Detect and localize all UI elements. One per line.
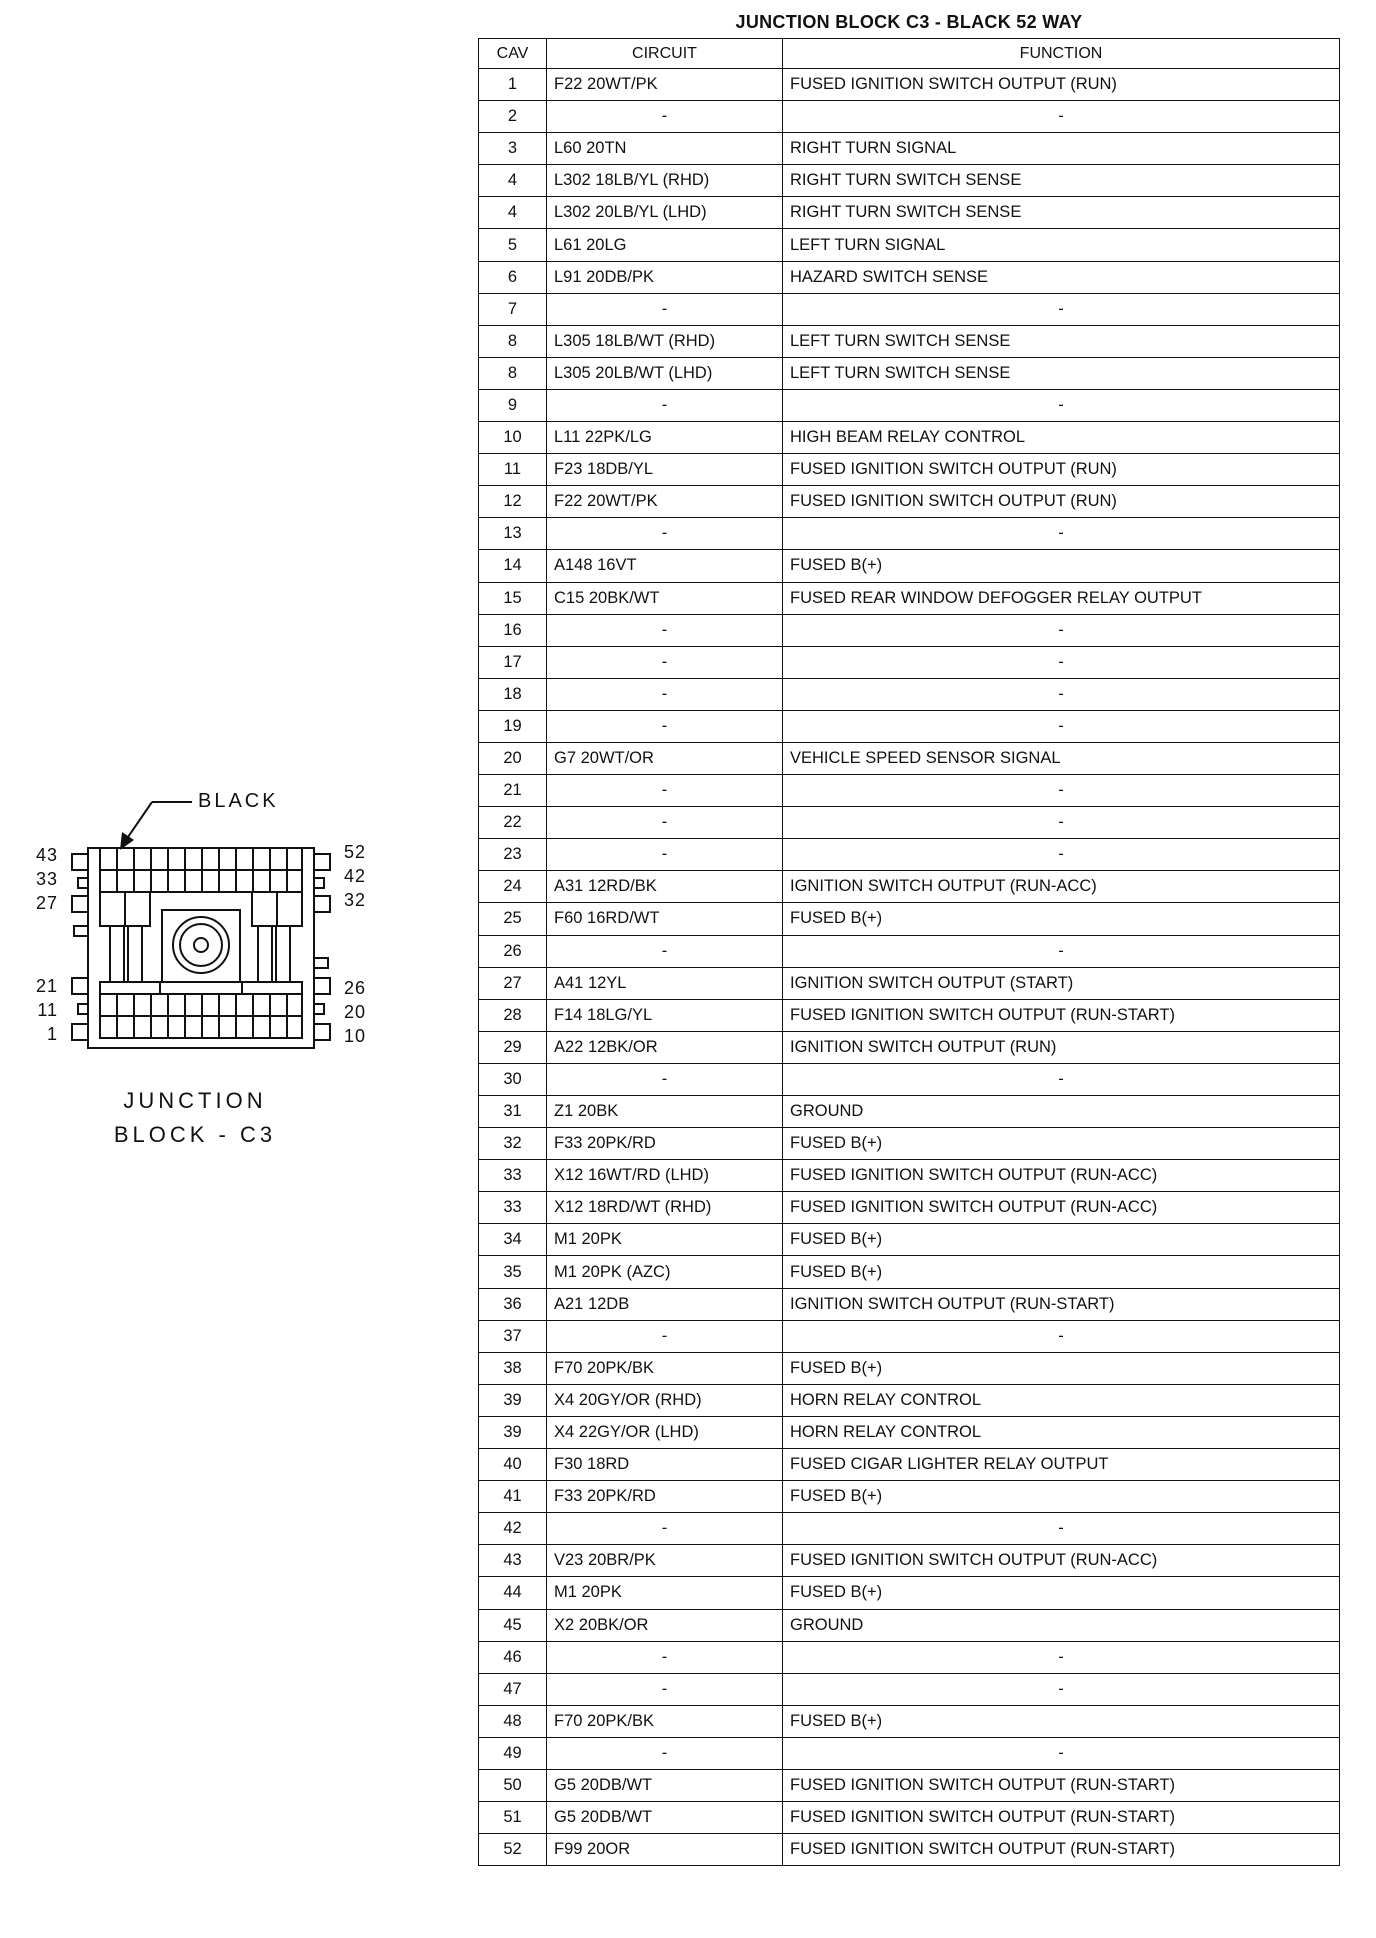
function-cell: IGNITION SWITCH OUTPUT (RUN) [783, 1031, 1340, 1063]
table-row [479, 293, 1340, 325]
cav-cell: 4 [479, 165, 547, 197]
table-row [479, 1545, 1340, 1577]
cav-cell: 26 [479, 935, 547, 967]
function-cell: IGNITION SWITCH OUTPUT (RUN-START) [783, 1288, 1340, 1320]
circuit-cell: F14 18LG/YL [547, 999, 783, 1031]
cav-cell: 30 [479, 1063, 547, 1095]
cav-cell: 20 [479, 742, 547, 774]
table-row [479, 1063, 1340, 1095]
cav-cell: 34 [479, 1224, 547, 1256]
cav-cell: 48 [479, 1705, 547, 1737]
table-row [479, 69, 1340, 101]
cav-cell: 36 [479, 1288, 547, 1320]
cav-cell: 14 [479, 550, 547, 582]
function-cell: VEHICLE SPEED SENSOR SIGNAL [783, 742, 1340, 774]
circuit-cell: V23 20BR/PK [547, 1545, 783, 1577]
right-side-tabs [314, 854, 330, 1040]
function-cell: HAZARD SWITCH SENSE [783, 261, 1340, 293]
circuit-cell: F30 18RD [547, 1449, 783, 1481]
table-row [479, 742, 1340, 774]
circuit-cell: - [547, 1063, 783, 1095]
circuit-cell: C15 20BK/WT [547, 582, 783, 614]
function-cell: FUSED IGNITION SWITCH OUTPUT (RUN-START) [783, 1834, 1340, 1866]
circuit-cell: L61 20LG [547, 229, 783, 261]
table-row [479, 1705, 1340, 1737]
cav-cell: 15 [479, 582, 547, 614]
table-row [479, 1449, 1340, 1481]
table-row [479, 1737, 1340, 1769]
pin-label-left-6: 1 [46, 1024, 58, 1044]
circuit-cell: - [547, 775, 783, 807]
pin-label-left-3: 27 [35, 893, 58, 913]
circuit-cell: L305 20LB/WT (LHD) [547, 357, 783, 389]
table-row [479, 197, 1340, 229]
cav-cell: 27 [479, 967, 547, 999]
cav-cell: 16 [479, 614, 547, 646]
table-row [479, 454, 1340, 486]
circuit-cell: - [547, 1737, 783, 1769]
table-row [479, 1288, 1340, 1320]
function-cell: - [783, 1513, 1340, 1545]
function-cell: HORN RELAY CONTROL [783, 1384, 1340, 1416]
pin-label-left-4: 21 [35, 976, 58, 996]
function-cell: LEFT TURN SWITCH SENSE [783, 325, 1340, 357]
function-cell: FUSED B(+) [783, 1224, 1340, 1256]
table-row [479, 1673, 1340, 1705]
cav-cell: 2 [479, 101, 547, 133]
center-stud-outer [173, 917, 229, 973]
cav-cell: 39 [479, 1416, 547, 1448]
cav-cell: 41 [479, 1481, 547, 1513]
cav-cell: 5 [479, 229, 547, 261]
table-row [479, 133, 1340, 165]
circuit-cell: F70 20PK/BK [547, 1352, 783, 1384]
table-body [479, 69, 1340, 1866]
circuit-cell: M1 20PK (AZC) [547, 1256, 783, 1288]
cav-cell: 13 [479, 518, 547, 550]
function-cell: RIGHT TURN SIGNAL [783, 133, 1340, 165]
pin-label-right-4: 26 [344, 978, 367, 998]
cav-cell: 51 [479, 1802, 547, 1834]
table-title: JUNCTION BLOCK C3 - BLACK 52 WAY [735, 12, 1083, 32]
circuit-cell: F23 18DB/YL [547, 454, 783, 486]
circuit-cell: - [547, 839, 783, 871]
function-cell: - [783, 839, 1340, 871]
function-cell: FUSED IGNITION SWITCH OUTPUT (RUN) [783, 69, 1340, 101]
cav-cell: 31 [479, 1096, 547, 1128]
function-cell: FUSED IGNITION SWITCH OUTPUT (RUN-START) [783, 999, 1340, 1031]
function-cell: FUSED IGNITION SWITCH OUTPUT (RUN-ACC) [783, 1192, 1340, 1224]
table-row [479, 1128, 1340, 1160]
cav-cell: 33 [479, 1192, 547, 1224]
pin-label-right-1: 52 [344, 842, 367, 862]
function-cell: FUSED IGNITION SWITCH OUTPUT (RUN-START) [783, 1769, 1340, 1801]
pin-label-left-1: 43 [35, 845, 58, 865]
table-row [479, 1320, 1340, 1352]
function-cell: IGNITION SWITCH OUTPUT (RUN-ACC) [783, 871, 1340, 903]
cav-cell: 21 [479, 775, 547, 807]
circuit-cell: - [547, 1641, 783, 1673]
function-cell: - [783, 935, 1340, 967]
pointer-arrow-line [126, 802, 152, 840]
cav-cell: 1 [479, 69, 547, 101]
circuit-cell: G5 20DB/WT [547, 1769, 783, 1801]
diagram-caption [100, 1084, 290, 1152]
cav-cell: 23 [479, 839, 547, 871]
cav-cell: 50 [479, 1769, 547, 1801]
cav-cell: 32 [479, 1128, 547, 1160]
table-row [479, 1834, 1340, 1866]
circuit-cell: F22 20WT/PK [547, 486, 783, 518]
function-cell: FUSED IGNITION SWITCH OUTPUT (RUN) [783, 454, 1340, 486]
cav-cell: 25 [479, 903, 547, 935]
table-row [479, 646, 1340, 678]
function-cell: - [783, 646, 1340, 678]
circuit-cell: - [547, 1320, 783, 1352]
function-cell: FUSED CIGAR LIGHTER RELAY OUTPUT [783, 1449, 1340, 1481]
table-row [479, 1641, 1340, 1673]
table-row [479, 839, 1340, 871]
table-row [479, 999, 1340, 1031]
table-row [479, 422, 1340, 454]
function-cell: FUSED IGNITION SWITCH OUTPUT (RUN-START) [783, 1802, 1340, 1834]
function-cell: FUSED B(+) [783, 1705, 1340, 1737]
circuit-cell: L305 18LB/WT (RHD) [547, 325, 783, 357]
table-row [479, 1031, 1340, 1063]
table-row [479, 1802, 1340, 1834]
table-row [479, 903, 1340, 935]
function-cell: FUSED B(+) [783, 1481, 1340, 1513]
circuit-cell: G7 20WT/OR [547, 742, 783, 774]
cav-cell: 35 [479, 1256, 547, 1288]
circuit-cell: - [547, 678, 783, 710]
circuit-cell: X12 16WT/RD (LHD) [547, 1160, 783, 1192]
cav-cell: 29 [479, 1031, 547, 1063]
circuit-cell: G5 20DB/WT [547, 1802, 783, 1834]
cav-cell: 38 [479, 1352, 547, 1384]
cav-cell: 37 [479, 1320, 547, 1352]
function-cell: FUSED B(+) [783, 1256, 1340, 1288]
table-row [479, 1096, 1340, 1128]
cav-cell: 44 [479, 1577, 547, 1609]
circuit-cell: X4 22GY/OR (LHD) [547, 1416, 783, 1448]
table-row [479, 486, 1340, 518]
circuit-cell: F99 20OR [547, 1834, 783, 1866]
function-cell: - [783, 518, 1340, 550]
table-row [479, 871, 1340, 903]
cav-cell: 43 [479, 1545, 547, 1577]
function-cell: - [783, 775, 1340, 807]
function-cell: FUSED REAR WINDOW DEFOGGER RELAY OUTPUT [783, 582, 1340, 614]
circuit-cell: F33 20PK/RD [547, 1128, 783, 1160]
circuit-cell: - [547, 1673, 783, 1705]
table-row [479, 518, 1340, 550]
function-cell: - [783, 1320, 1340, 1352]
cav-cell: 10 [479, 422, 547, 454]
function-cell: RIGHT TURN SWITCH SENSE [783, 197, 1340, 229]
circuit-cell: M1 20PK [547, 1224, 783, 1256]
function-cell: GROUND [783, 1096, 1340, 1128]
pin-label-right-3: 32 [344, 890, 367, 910]
cav-cell: 42 [479, 1513, 547, 1545]
function-cell: HORN RELAY CONTROL [783, 1416, 1340, 1448]
cav-cell: 47 [479, 1673, 547, 1705]
table-row [479, 678, 1340, 710]
circuit-cell: X12 18RD/WT (RHD) [547, 1192, 783, 1224]
circuit-cell: X2 20BK/OR [547, 1609, 783, 1641]
circuit-cell: A41 12YL [547, 967, 783, 999]
circuit-cell: F70 20PK/BK [547, 1705, 783, 1737]
pinout-table [478, 38, 1340, 1866]
circuit-cell: L302 20LB/YL (LHD) [547, 197, 783, 229]
circuit-cell: A31 12RD/BK [547, 871, 783, 903]
cav-cell: 18 [479, 678, 547, 710]
cav-cell: 11 [479, 454, 547, 486]
function-cell: - [783, 807, 1340, 839]
table-row [479, 1160, 1340, 1192]
table-row [479, 775, 1340, 807]
cav-cell: 49 [479, 1737, 547, 1769]
circuit-cell: F33 20PK/RD [547, 1481, 783, 1513]
circuit-cell: L11 22PK/LG [547, 422, 783, 454]
function-cell: FUSED B(+) [783, 903, 1340, 935]
table-row [479, 807, 1340, 839]
table-row [479, 1384, 1340, 1416]
circuit-cell: L91 20DB/PK [547, 261, 783, 293]
table-row [479, 710, 1340, 742]
cav-cell: 9 [479, 389, 547, 421]
table-row [479, 614, 1340, 646]
circuit-cell: - [547, 710, 783, 742]
caption-line-2: BLOCK - C3 [113, 1122, 277, 1147]
caption-line-1: JUNCTION [123, 1088, 267, 1113]
function-cell: HIGH BEAM RELAY CONTROL [783, 422, 1340, 454]
cav-cell: 46 [479, 1641, 547, 1673]
function-cell: FUSED B(+) [783, 550, 1340, 582]
cav-cell: 33 [479, 1160, 547, 1192]
table-row [479, 101, 1340, 133]
pin-label-right-5: 20 [344, 1002, 367, 1022]
table-row [479, 389, 1340, 421]
table-row [479, 1224, 1340, 1256]
circuit-cell: - [547, 614, 783, 646]
header-circuit: CIRCUIT [547, 39, 783, 69]
table-row [479, 1609, 1340, 1641]
pointer-label-black: BLACK [198, 790, 279, 812]
circuit-cell: - [547, 1513, 783, 1545]
table-header-row [479, 39, 1340, 69]
function-cell: GROUND [783, 1609, 1340, 1641]
function-cell: FUSED IGNITION SWITCH OUTPUT (RUN-ACC) [783, 1545, 1340, 1577]
function-cell: - [783, 614, 1340, 646]
table-row [479, 1192, 1340, 1224]
cav-cell: 3 [479, 133, 547, 165]
table-row [479, 325, 1340, 357]
circuit-cell: A148 16VT [547, 550, 783, 582]
table-row [479, 165, 1340, 197]
circuit-cell: - [547, 101, 783, 133]
circuit-cell: - [547, 646, 783, 678]
pin-label-right-6: 10 [344, 1026, 367, 1046]
header-cav: CAV [479, 39, 547, 69]
circuit-cell: - [547, 935, 783, 967]
function-cell: - [783, 1673, 1340, 1705]
cav-cell: 4 [479, 197, 547, 229]
cav-cell: 40 [479, 1449, 547, 1481]
function-cell: LEFT TURN SWITCH SENSE [783, 357, 1340, 389]
pin-label-left-2: 33 [35, 869, 58, 889]
cav-cell: 12 [479, 486, 547, 518]
circuit-cell: F22 20WT/PK [547, 69, 783, 101]
pin-label-right-2: 42 [344, 866, 367, 886]
circuit-cell: - [547, 518, 783, 550]
cav-cell: 17 [479, 646, 547, 678]
function-cell: FUSED IGNITION SWITCH OUTPUT (RUN-ACC) [783, 1160, 1340, 1192]
cav-cell: 22 [479, 807, 547, 839]
circuit-cell: A22 12BK/OR [547, 1031, 783, 1063]
function-cell: - [783, 389, 1340, 421]
function-cell: LEFT TURN SIGNAL [783, 229, 1340, 261]
function-cell: FUSED B(+) [783, 1577, 1340, 1609]
table-row [479, 550, 1340, 582]
table-row [479, 1513, 1340, 1545]
circuit-cell: F60 16RD/WT [547, 903, 783, 935]
header-function: FUNCTION [783, 39, 1340, 69]
function-cell: - [783, 101, 1340, 133]
function-cell: - [783, 293, 1340, 325]
table-row [479, 967, 1340, 999]
function-cell: - [783, 1641, 1340, 1673]
cav-cell: 45 [479, 1609, 547, 1641]
cav-cell: 8 [479, 357, 547, 389]
circuit-cell: L60 20TN [547, 133, 783, 165]
function-cell: FUSED IGNITION SWITCH OUTPUT (RUN) [783, 486, 1340, 518]
table-row [479, 1416, 1340, 1448]
cav-cell: 19 [479, 710, 547, 742]
circuit-cell: A21 12DB [547, 1288, 783, 1320]
cav-cell: 7 [479, 293, 547, 325]
table-row [479, 935, 1340, 967]
table-row [479, 1577, 1340, 1609]
circuit-cell: L302 18LB/YL (RHD) [547, 165, 783, 197]
circuit-cell: - [547, 293, 783, 325]
cav-cell: 24 [479, 871, 547, 903]
table-row [479, 582, 1340, 614]
function-cell: IGNITION SWITCH OUTPUT (START) [783, 967, 1340, 999]
function-cell: - [783, 710, 1340, 742]
table-row [479, 357, 1340, 389]
circuit-cell: - [547, 807, 783, 839]
function-cell: FUSED B(+) [783, 1128, 1340, 1160]
table-row [479, 229, 1340, 261]
pin-label-left-5: 11 [37, 1000, 58, 1020]
center-stud-inner [194, 938, 208, 952]
table-row [479, 1481, 1340, 1513]
circuit-cell: Z1 20BK [547, 1096, 783, 1128]
cav-cell: 28 [479, 999, 547, 1031]
table-row [479, 1769, 1340, 1801]
function-cell: FUSED B(+) [783, 1352, 1340, 1384]
left-side-tabs [72, 854, 88, 1040]
connector-diagram [0, 760, 420, 1180]
function-cell: - [783, 1063, 1340, 1095]
table-row [479, 1256, 1340, 1288]
cav-cell: 52 [479, 1834, 547, 1866]
table-row [479, 261, 1340, 293]
cav-cell: 39 [479, 1384, 547, 1416]
function-cell: RIGHT TURN SWITCH SENSE [783, 165, 1340, 197]
cav-cell: 6 [479, 261, 547, 293]
function-cell: - [783, 678, 1340, 710]
function-cell: - [783, 1737, 1340, 1769]
cav-cell: 8 [479, 325, 547, 357]
circuit-cell: M1 20PK [547, 1577, 783, 1609]
circuit-cell: - [547, 389, 783, 421]
table-row [479, 1352, 1340, 1384]
circuit-cell: X4 20GY/OR (RHD) [547, 1384, 783, 1416]
